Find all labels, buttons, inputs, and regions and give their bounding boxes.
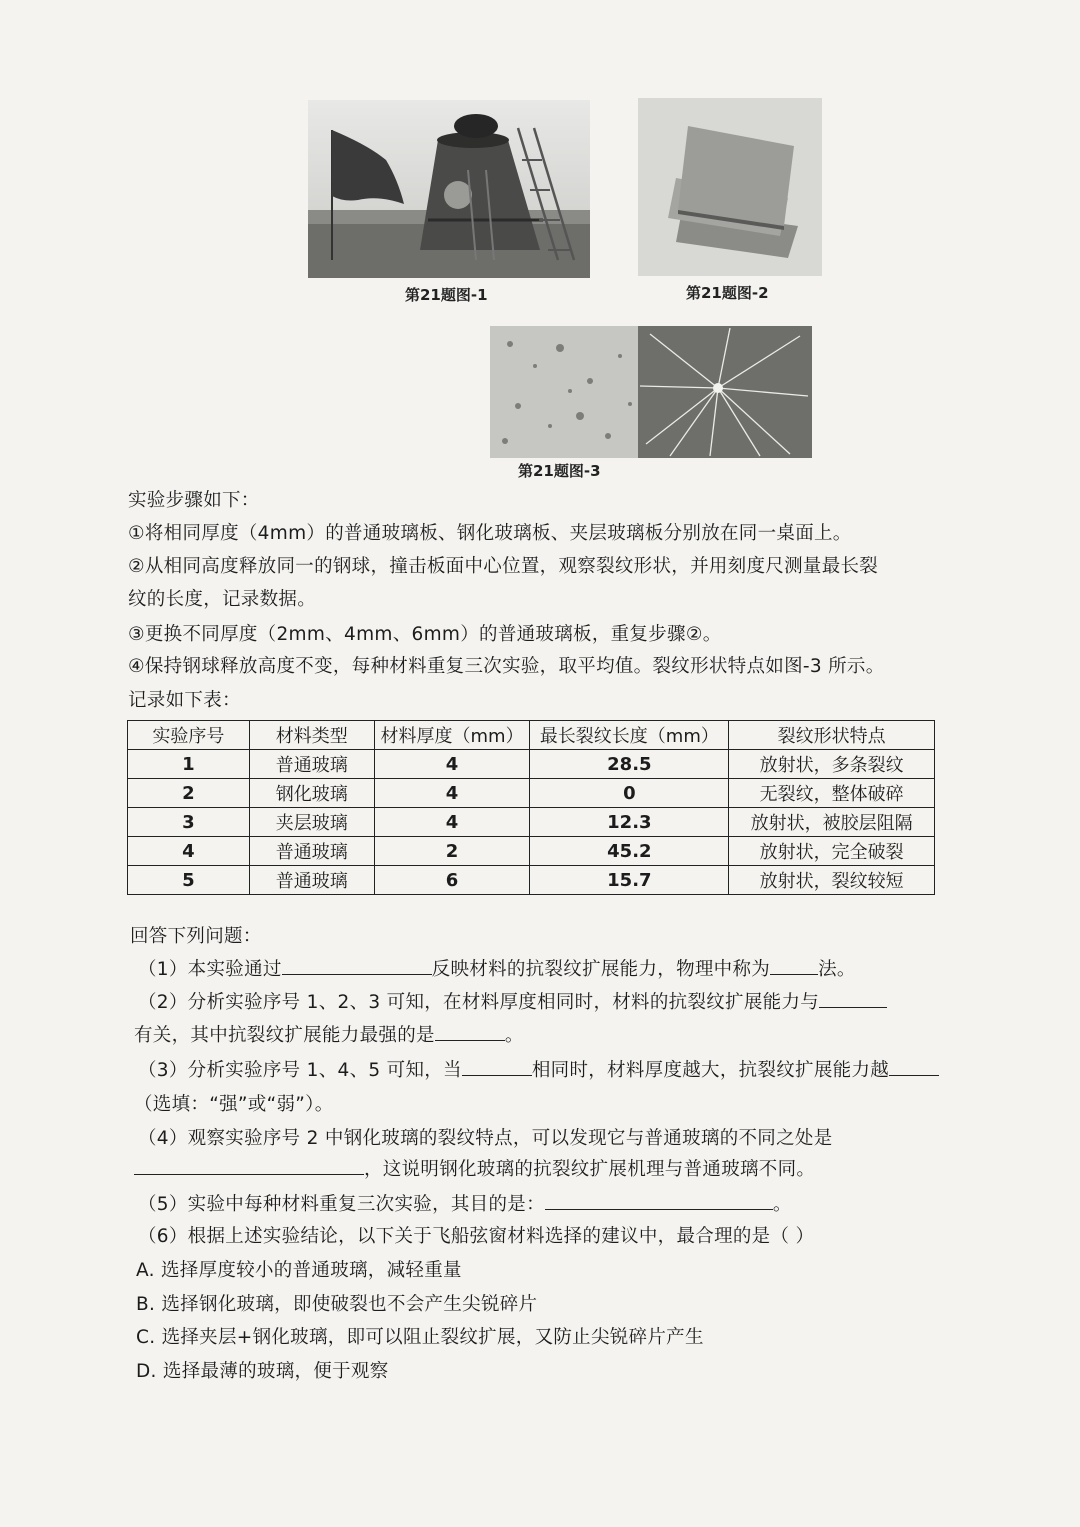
question-3-text-b: 相同时，材料厚度越大，抗裂纹扩展能力越 <box>531 1060 890 1081</box>
figure-1-caption: 第21题图-1 <box>405 286 488 304</box>
question-3-line-1 <box>138 1056 939 1082</box>
question-2-text-b: 有关，其中抗裂纹扩展能力最强的是 <box>134 1025 435 1046</box>
table-cell: 无裂纹，整体破碎 <box>729 779 935 808</box>
table-cell: 2 <box>128 779 250 808</box>
table-header-row <box>128 721 935 750</box>
answer-blank-2b[interactable] <box>435 1022 505 1041</box>
record-table <box>127 720 935 895</box>
option-d[interactable]: D. 选择最薄的玻璃，便于观察 <box>136 1361 389 1382</box>
table-row <box>128 837 935 866</box>
table-cell: 1 <box>128 750 250 779</box>
option-c[interactable]: C. 选择夹层+钢化玻璃，即可以阻止裂纹扩展，又防止尖锐碎片产生 <box>136 1327 704 1348</box>
figure-3-caption: 第21题图-3 <box>518 462 601 480</box>
question-3-line-2: （选填：“强”或“弱”）。 <box>134 1094 334 1115</box>
table-cell: 4 <box>374 808 530 837</box>
table-cell: 12.3 <box>530 808 729 837</box>
table-cell: 6 <box>374 866 530 895</box>
question-1-text-c: 法。 <box>818 959 856 980</box>
question-1 <box>138 955 856 981</box>
question-5 <box>138 1190 792 1216</box>
table-cell: 5 <box>128 866 250 895</box>
option-a[interactable]: A. 选择厚度较小的普通玻璃，减轻重量 <box>136 1260 462 1281</box>
question-6: （6）根据上述实验结论，以下关于飞船弦窗材料选择的建议中，最合理的是（ ） <box>138 1226 815 1247</box>
table-intro: 记录如下表： <box>128 690 241 711</box>
figure-capsule-photo <box>308 100 590 278</box>
figure-crack-comparison <box>490 326 812 458</box>
table-row <box>128 866 935 895</box>
step-1: ①将相同厚度（4mm）的普通玻璃板、钢化玻璃板、夹层玻璃板分别放在同一桌面上。 <box>128 523 852 544</box>
question-4-line-2 <box>134 1155 815 1181</box>
header-cell: 材料厚度（mm） <box>374 721 530 750</box>
answer-blank-4[interactable] <box>134 1156 364 1175</box>
table-row <box>128 808 935 837</box>
table-cell: 普通玻璃 <box>249 837 374 866</box>
option-b[interactable]: B. 选择钢化玻璃，即使破裂也不会产生尖锐碎片 <box>136 1294 538 1315</box>
table-cell: 0 <box>530 779 729 808</box>
question-2-text-a: （2）分析实验序号 1、2、3 可知，在材料厚度相同时，材料的抗裂纹扩展能力与 <box>138 992 820 1013</box>
table-cell: 普通玻璃 <box>249 750 374 779</box>
answer-blank-2a[interactable] <box>819 989 887 1008</box>
table-cell: 28.5 <box>530 750 729 779</box>
table-cell: 普通玻璃 <box>249 866 374 895</box>
question-2-line-2 <box>134 1021 524 1047</box>
header-cell: 裂纹形状特点 <box>729 721 935 750</box>
table-cell: 3 <box>128 808 250 837</box>
answer-blank-3a[interactable] <box>462 1057 532 1076</box>
header-cell: 材料类型 <box>249 721 374 750</box>
questions-intro: 回答下列问题： <box>130 926 262 947</box>
step-2-line-1: ②从相同高度释放同一的钢球，撞击板面中心位置，观察裂纹形状，并用刻度尺测量最长裂 <box>128 556 879 577</box>
table-cell: 夹层玻璃 <box>249 808 374 837</box>
question-5-text-b: 。 <box>772 1194 792 1215</box>
answer-blank-1b[interactable] <box>770 956 818 975</box>
question-2-text-c: 。 <box>504 1025 524 1046</box>
steps-intro: 实验步骤如下： <box>128 490 260 511</box>
answer-blank-3b[interactable] <box>889 1057 939 1076</box>
table-cell: 钢化玻璃 <box>249 779 374 808</box>
question-2-line-1 <box>138 988 887 1014</box>
question-1-text-a: （1）本实验通过 <box>138 959 282 980</box>
table-cell: 放射状，裂纹较短 <box>729 866 935 895</box>
table-cell: 4 <box>374 750 530 779</box>
table-cell: 4 <box>374 779 530 808</box>
header-cell: 最长裂纹长度（mm） <box>530 721 729 750</box>
question-5-text-a: （5）实验中每种材料重复三次实验，其目的是： <box>138 1194 545 1215</box>
step-4: ④保持钢球释放高度不变，每种材料重复三次实验，取平均值。裂纹形状特点如图-3 所示。 <box>128 656 885 677</box>
table-cell: 4 <box>128 837 250 866</box>
figure-glass-sheets-photo <box>638 98 822 276</box>
question-4-text-b: ，这说明钢化玻璃的抗裂纹扩展机理与普通玻璃不同。 <box>364 1159 816 1180</box>
table-cell: 放射状，被胶层阻隔 <box>729 808 935 837</box>
step-3: ③更换不同厚度（2mm、4mm、6mm）的普通玻璃板，重复步骤②。 <box>128 624 722 645</box>
table-cell: 放射状，多条裂纹 <box>729 750 935 779</box>
table-cell: 45.2 <box>530 837 729 866</box>
question-3-text-a: （3）分析实验序号 1、4、5 可知，当 <box>138 1060 462 1081</box>
answer-blank-1a[interactable] <box>282 956 432 975</box>
header-cell: 实验序号 <box>128 721 250 750</box>
figure-2-caption: 第21题图-2 <box>686 284 769 302</box>
answer-blank-5[interactable] <box>545 1191 773 1210</box>
question-1-text-b: 反映材料的抗裂纹扩展能力，物理中称为 <box>431 959 771 980</box>
table-row <box>128 779 935 808</box>
table-cell: 2 <box>374 837 530 866</box>
table-cell: 放射状，完全破裂 <box>729 837 935 866</box>
question-4-line-1: （4）观察实验序号 2 中钢化玻璃的裂纹特点，可以发现它与普通玻璃的不同之处是 <box>138 1128 833 1149</box>
step-2-line-2: 纹的长度，记录数据。 <box>128 589 317 610</box>
table-cell: 15.7 <box>530 866 729 895</box>
table-row <box>128 750 935 779</box>
